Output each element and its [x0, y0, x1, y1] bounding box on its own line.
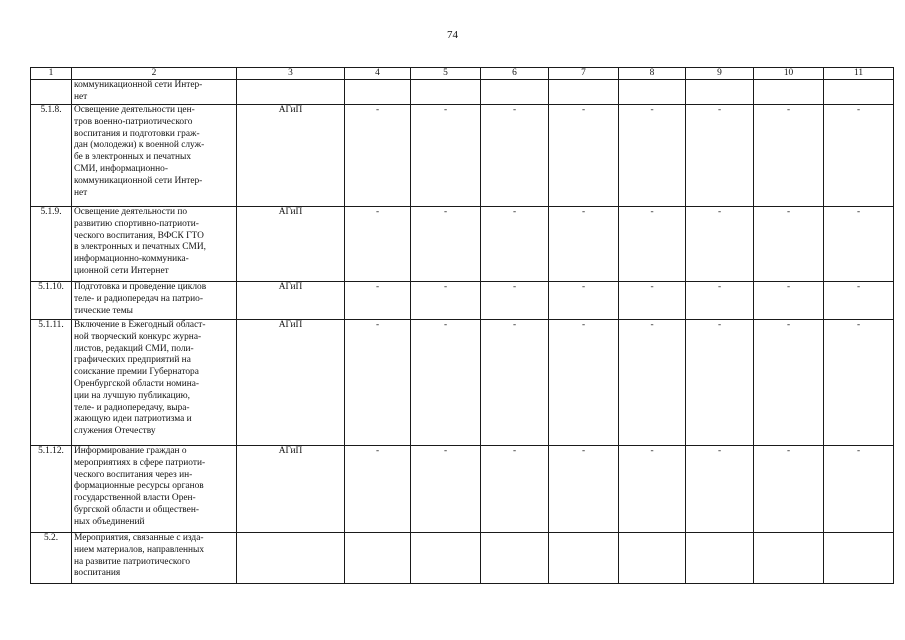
item-description: Подготовка и проведение циклов теле- и радиопередач на патрио- тические темы: [72, 282, 237, 320]
column-header-6: 6: [481, 68, 549, 80]
value-cell-col-9: -: [686, 320, 754, 446]
value-cell-col-5: -: [411, 282, 481, 320]
value-cell-col-11: [824, 533, 894, 584]
value-cell-col-9: -: [686, 446, 754, 533]
value-cell-col-6: -: [481, 446, 549, 533]
value-cell-col-9: [686, 533, 754, 584]
value-cell-col-7: -: [549, 282, 619, 320]
value-cell-col-5: -: [411, 207, 481, 282]
value-cell-col-6: -: [481, 282, 549, 320]
value-cell-col-4: -: [345, 282, 411, 320]
value-cell-col-8: -: [619, 446, 686, 533]
value-cell-col-4: -: [345, 320, 411, 446]
value-cell-col-10: -: [754, 446, 824, 533]
table-row: [31, 533, 894, 584]
item-executor: АГиП: [237, 282, 345, 320]
column-header-2: 2: [72, 68, 237, 80]
value-cell-col-11: -: [824, 105, 894, 207]
value-cell-col-7: -: [549, 446, 619, 533]
value-cell-col-11: -: [824, 446, 894, 533]
value-cell-col-10: -: [754, 320, 824, 446]
value-cell-col-10: [754, 80, 824, 105]
plan-table: [30, 67, 894, 584]
item-description: Освещение деятельности цен- тров военно-патриотического воспитания и подготовки граж- дан (молодежи) к военной служ- бе в электронных и печатных СМИ, информационно- коммуникационной сети Интер- нет: [72, 105, 237, 207]
value-cell-col-4: [345, 80, 411, 105]
value-cell-col-9: -: [686, 282, 754, 320]
value-cell-col-4: -: [345, 105, 411, 207]
value-cell-col-5: -: [411, 446, 481, 533]
page-number: 74: [447, 29, 458, 41]
value-cell-col-4: -: [345, 207, 411, 282]
item-number: [31, 80, 72, 105]
column-header-10: 10: [754, 68, 824, 80]
item-description: Освещение деятельности по развитию спортивно-патриоти- ческого воспитания, ВФСК ГТО в электронных и печатных СМИ, информационно-коммуника- ционной сети Интернет: [72, 207, 237, 282]
item-executor: АГиП: [237, 207, 345, 282]
item-description: коммуникационной сети Интер- нет: [72, 80, 237, 105]
item-number: 5.2.: [31, 533, 72, 584]
column-header-8: 8: [619, 68, 686, 80]
column-header-7: 7: [549, 68, 619, 80]
value-cell-col-6: -: [481, 320, 549, 446]
table-row: [31, 282, 894, 320]
value-cell-col-11: -: [824, 282, 894, 320]
item-number: 5.1.12.: [31, 446, 72, 533]
item-number: 5.1.8.: [31, 105, 72, 207]
item-executor: [237, 533, 345, 584]
item-number: 5.1.9.: [31, 207, 72, 282]
value-cell-col-8: [619, 80, 686, 105]
value-cell-col-8: [619, 533, 686, 584]
value-cell-col-6: -: [481, 105, 549, 207]
value-cell-col-7: -: [549, 105, 619, 207]
value-cell-col-5: -: [411, 105, 481, 207]
table-body: [31, 80, 894, 584]
value-cell-col-5: [411, 80, 481, 105]
value-cell-col-9: -: [686, 105, 754, 207]
header-row: [31, 68, 894, 80]
table-row: [31, 446, 894, 533]
value-cell-col-10: -: [754, 282, 824, 320]
value-cell-col-9: [686, 80, 754, 105]
value-cell-col-7: -: [549, 207, 619, 282]
item-description: Включение в Ежегодный област- ной творческий конкурс журна- листов, редакций СМИ, поли- графических предприятий на соискание премии Губернатора Оренбургской области номина- ции на лучшую публикацию, теле- и радиопередачу, выра- жающую идеи патриотизма и служения Отечеству: [72, 320, 237, 446]
value-cell-col-8: -: [619, 105, 686, 207]
value-cell-col-11: [824, 80, 894, 105]
item-description: Информирование граждан о мероприятиях в сфере патриоти- ческого воспитания через ин- формационные ресурсы органов государственной власти Орен- бургской области и обществен- ных объединений: [72, 446, 237, 533]
column-header-5: 5: [411, 68, 481, 80]
value-cell-col-7: -: [549, 320, 619, 446]
column-header-4: 4: [345, 68, 411, 80]
value-cell-col-6: -: [481, 207, 549, 282]
value-cell-col-5: -: [411, 320, 481, 446]
column-header-3: 3: [237, 68, 345, 80]
value-cell-col-11: -: [824, 320, 894, 446]
table-row: [31, 320, 894, 446]
value-cell-col-8: -: [619, 320, 686, 446]
item-description: Мероприятия, связанные с изда- нием материалов, направленных на развитие патриотического воспитания: [72, 533, 237, 584]
value-cell-col-7: [549, 533, 619, 584]
value-cell-col-10: -: [754, 207, 824, 282]
item-executor: [237, 80, 345, 105]
value-cell-col-7: [549, 80, 619, 105]
item-number: 5.1.10.: [31, 282, 72, 320]
value-cell-col-6: [481, 533, 549, 584]
value-cell-col-8: -: [619, 282, 686, 320]
value-cell-col-4: [345, 533, 411, 584]
value-cell-col-8: -: [619, 207, 686, 282]
item-executor: АГиП: [237, 446, 345, 533]
item-executor: АГиП: [237, 105, 345, 207]
table-row: [31, 105, 894, 207]
value-cell-col-11: -: [824, 207, 894, 282]
value-cell-col-10: -: [754, 105, 824, 207]
item-executor: АГиП: [237, 320, 345, 446]
column-header-11: 11: [824, 68, 894, 80]
table-row: [31, 207, 894, 282]
value-cell-col-9: -: [686, 207, 754, 282]
item-number: 5.1.11.: [31, 320, 72, 446]
column-header-1: 1: [31, 68, 72, 80]
value-cell-col-5: [411, 533, 481, 584]
value-cell-col-10: [754, 533, 824, 584]
table-row: [31, 80, 894, 105]
column-header-9: 9: [686, 68, 754, 80]
value-cell-col-4: -: [345, 446, 411, 533]
value-cell-col-6: [481, 80, 549, 105]
